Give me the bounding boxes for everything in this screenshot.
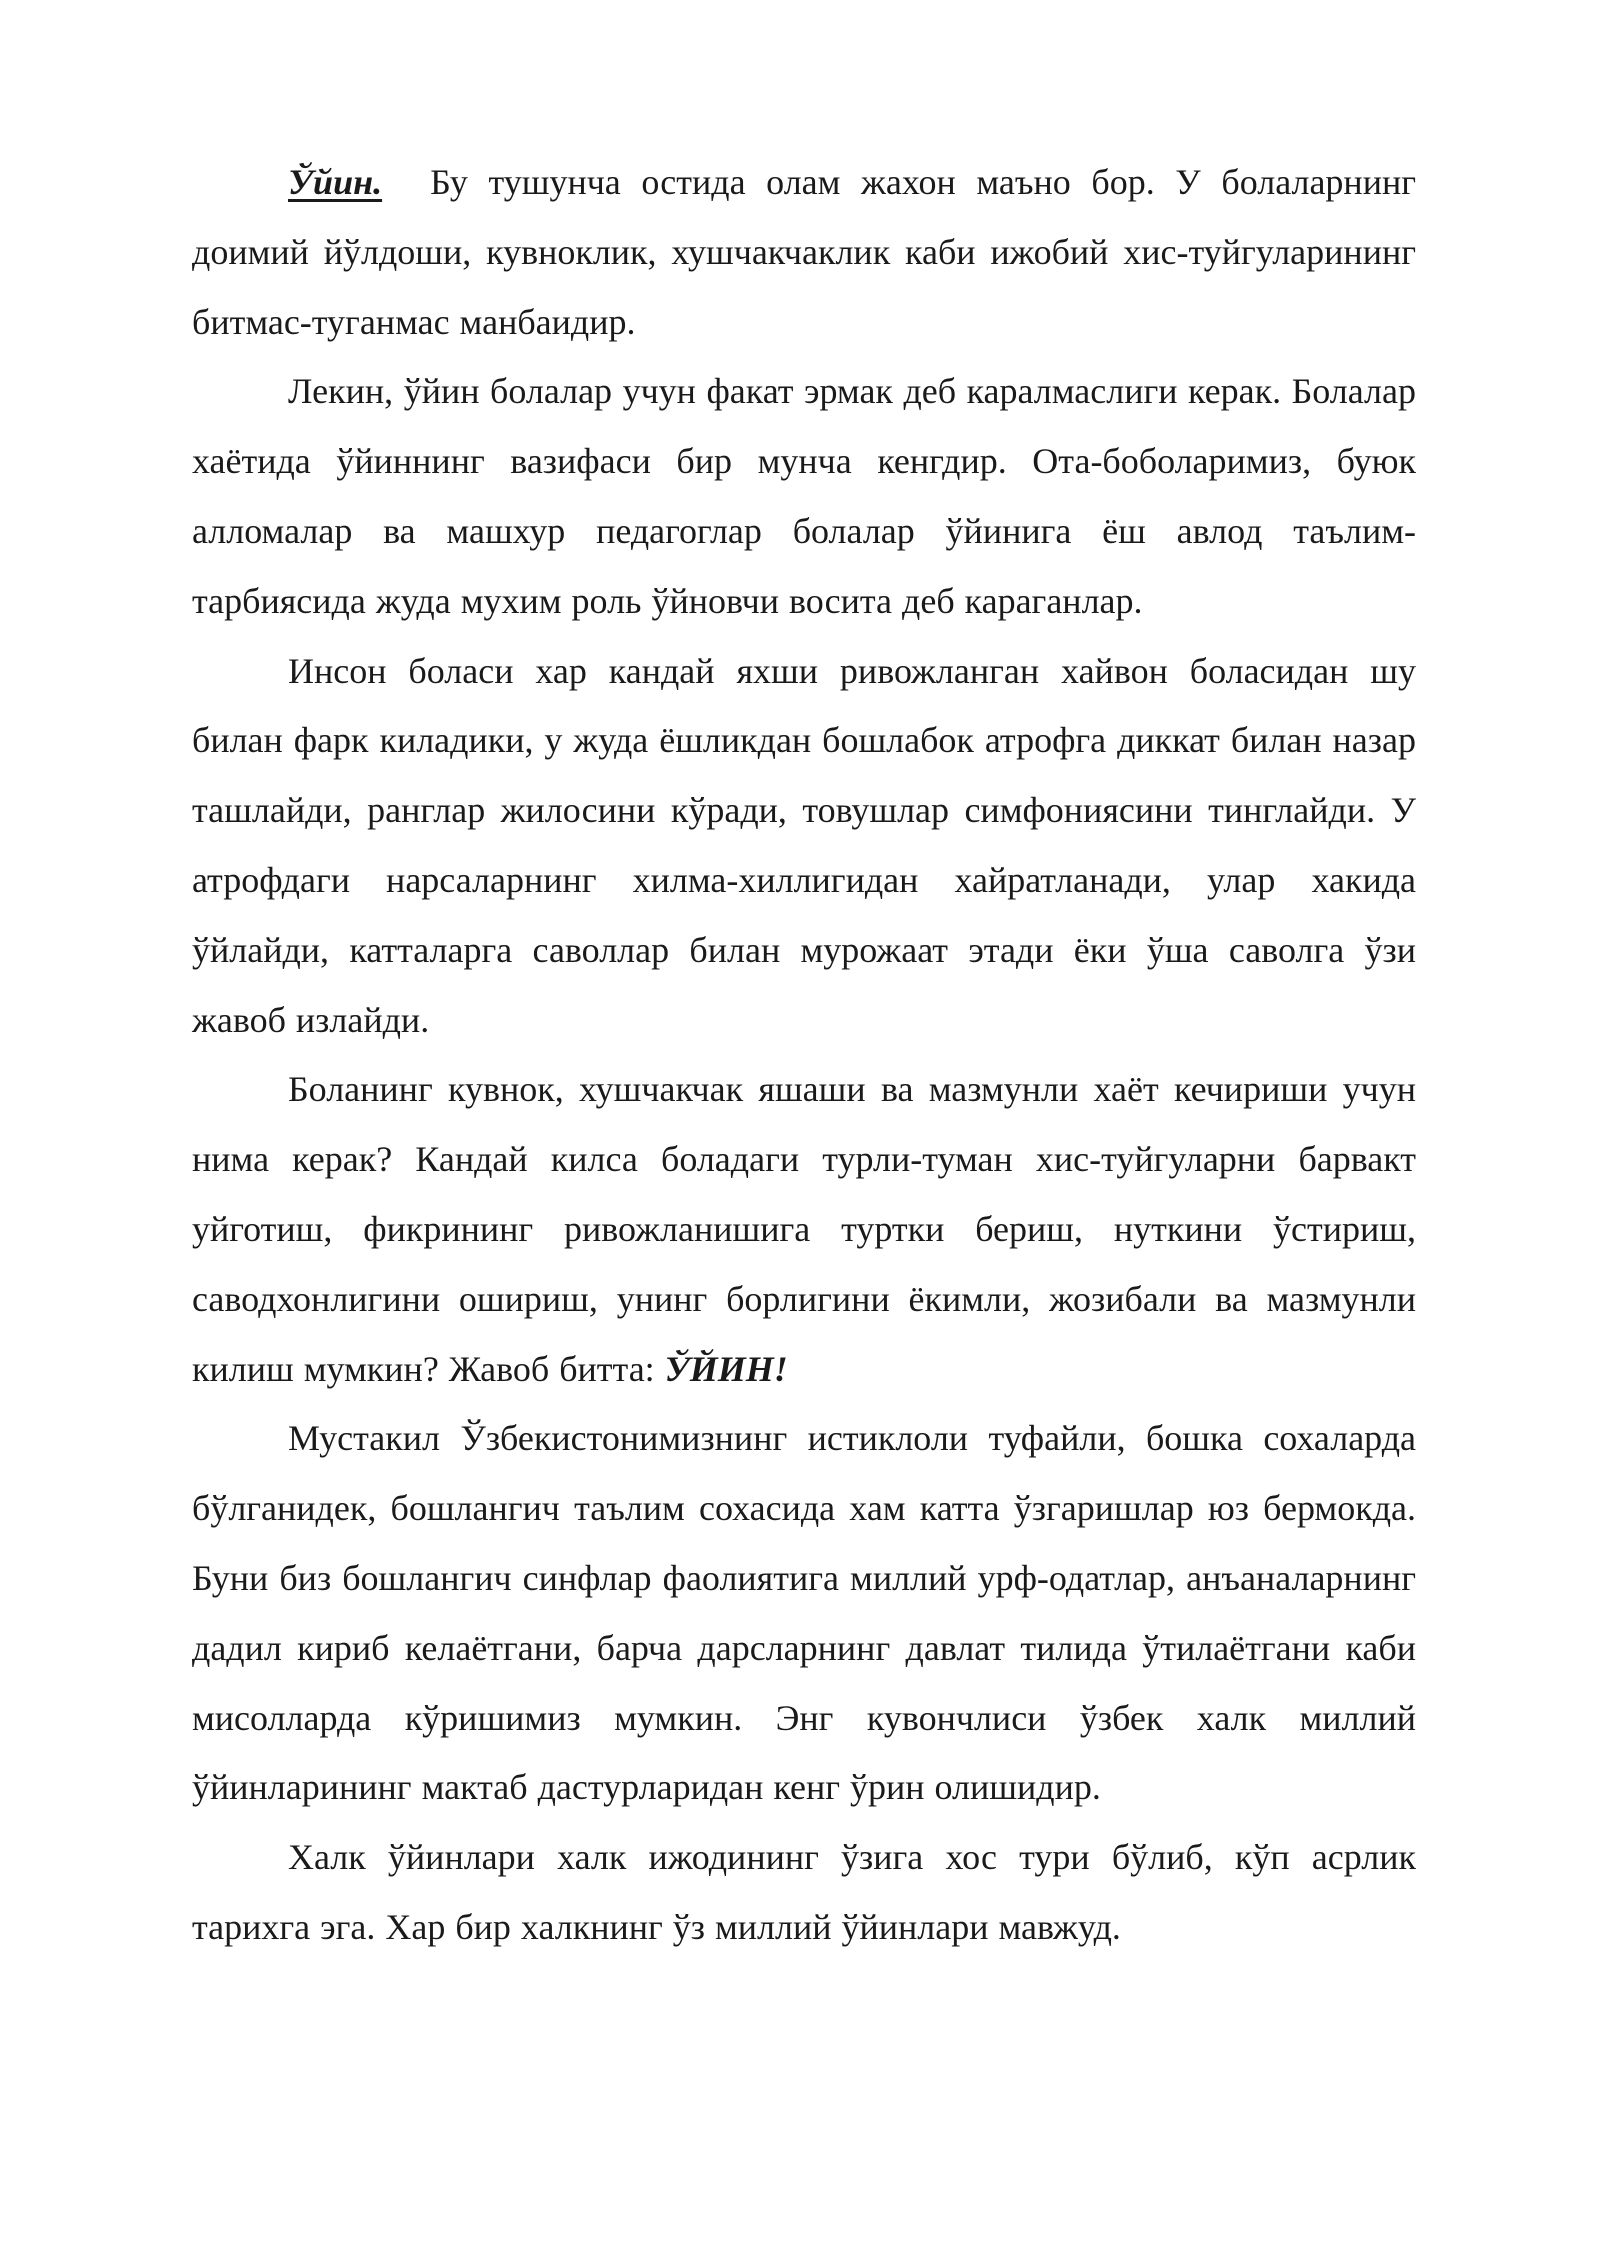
paragraph-folk-games — [192, 1823, 1416, 1963]
answer-emphasis: ЎЙИН! — [664, 1348, 788, 1389]
paragraph-child-curiosity — [192, 637, 1416, 1056]
paragraph-game-definition — [192, 148, 1416, 357]
paragraph-independence — [192, 1404, 1416, 1823]
paragraph-text: Лекин, ўйин болалар учун факат эрмак деб каралмаслиги керак. Болалар хаётида ўйиннинг вазифаси бир мунча кенгдир. Ота-боболаримиз, буюк алломалар ва машхур педагоглар болалар ўйинига ёш авлод таълим-тарбиясида жуда мухим роль ўйновчи восита деб караганлар. — [192, 371, 1416, 621]
paragraph-what-is-needed — [192, 1055, 1416, 1404]
paragraph-text: Инсон боласи хар кандай яхши ривожланган хайвон боласидан шу билан фарк киладики, у жуда ёшликдан бошлабок атрофга диккат билан назар ташлайди, ранглар жилосини кўради, товушлар симфониясини тинглайди. У атрофдаги нарсаларнинг хилма-хиллигидан хайратланади, улар хакида ўйлайди, катталарга саволлар билан мурожаат этади ёки ўша саволга ўзи жавоб излайди. — [192, 650, 1416, 1040]
paragraph-text: Халк ўйинлари халк ижодининг ўзига хос тури бўлиб, кўп асрлик тарихга эга. Хар бир халкнинг ўз миллий ўйинлари мавжуд. — [192, 1837, 1416, 1947]
paragraph-game-role — [192, 357, 1416, 636]
paragraph-text: Бу тушунча остида олам жахон маъно бор. У болаларнинг доимий йўлдоши, кувноклик, хушчакчаклик каби ижобий хис-туйгуларининг битмас-туганмас манбаидир. — [192, 162, 1416, 342]
document-body — [192, 148, 1416, 1963]
term-heading: Ўйин. — [288, 162, 383, 202]
paragraph-text: Боланинг кувнок, хушчакчак яшаши ва мазмунли хаёт кечириши учун нима керак? Кандай килса боладаги турли-туман хис-туйгуларни барвакт уйготиш, фикрининг ривожланишига туртки бериш, нуткини ўстириш, саводхонлигини ошириш, унинг борлигини ёкимли, жозибали ва мазмунли килиш мумкин? Жавоб битта: — [192, 1069, 1416, 1389]
paragraph-text: Мустакил Ўзбекистонимизнинг истиклоли туфайли, бошка сохаларда бўлганидек, бошлангич таълим сохасида хам катта ўзгаришлар юз бермокда. Буни биз бошлангич синфлар фаолиятига миллий урф-одатлар, анъаналарнинг дадил кириб келаётгани, барча дарсларнинг давлат тилида ўтилаётгани каби мисолларда кўришимиз мумкин. Энг кувончлиси ўзбек халк миллий ўйинларининг мактаб дастурларидан кенг ўрин олишидир. — [192, 1418, 1416, 1808]
